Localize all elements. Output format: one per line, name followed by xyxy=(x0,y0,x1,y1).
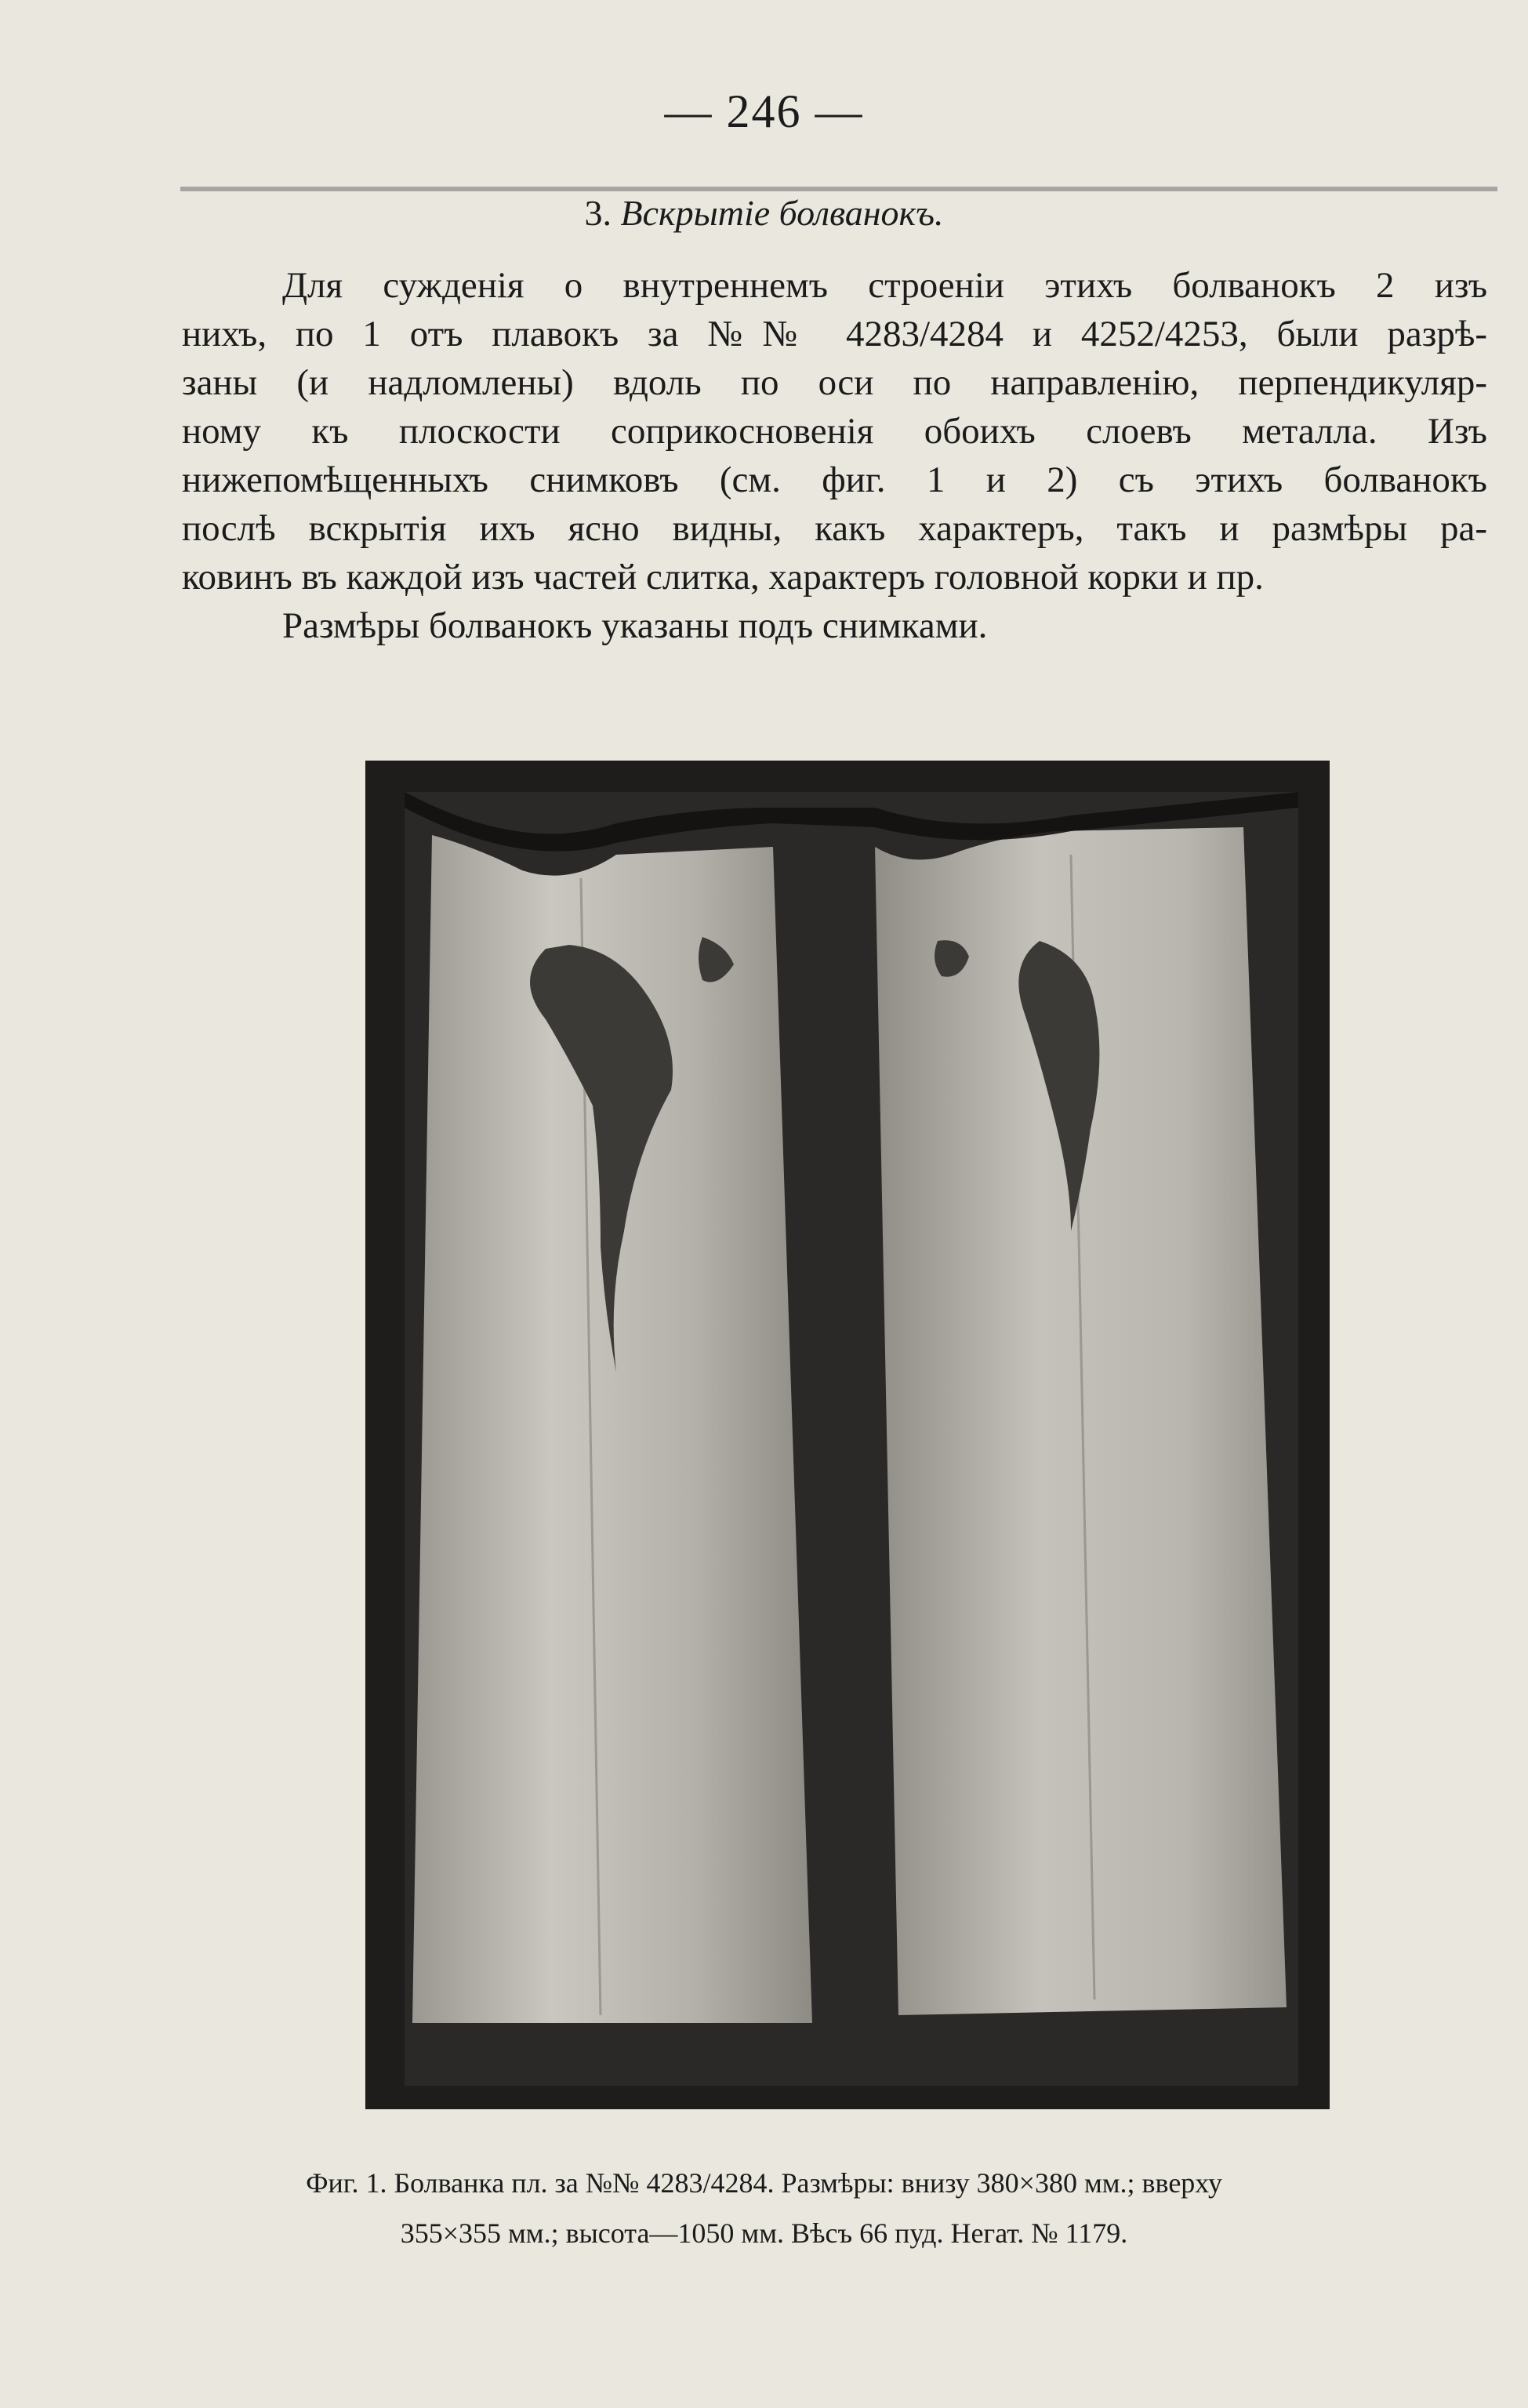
text-line: заны (и надломлены) вдоль по оси по направленію, перпендикуляр- xyxy=(182,362,1487,403)
caption-line: Фиг. 1. Болванка пл. за №№ 4283/4284. Размѣры: внизу 380×380 мм.; вверху xyxy=(306,2167,1222,2199)
text-line: Для сужденія о внутреннемъ строеніи этихъ болванокъ 2 изъ xyxy=(282,265,1487,306)
text-line: ному къ плоскости соприкосновенія обоихъ слоевъ металла. Изъ xyxy=(182,411,1487,452)
section-number: 3. xyxy=(584,193,612,233)
figure-caption xyxy=(0,2158,1528,2258)
text-line: нижепомѣщенныхъ снимковъ (см. фиг. 1 и 2) съ этихъ болванокъ xyxy=(182,459,1487,500)
caption-line: 355×355 мм.; высота—1050 мм. Вѣсъ 66 пуд. Негат. № 1179. xyxy=(400,2217,1128,2249)
text-line: нихъ, по 1 отъ плавокъ за №№ 4283/4284 и 4252/4253, были разрѣ- xyxy=(182,314,1487,354)
section-heading xyxy=(0,192,1528,234)
figure-photo xyxy=(365,761,1330,2109)
text-line: ковинъ въ каждой изъ частей слитка, характеръ головной корки и пр. xyxy=(182,557,1264,597)
text-line: послѣ вскрытія ихъ ясно видны, какъ характеръ, такъ и размѣры ра- xyxy=(182,508,1487,549)
ingot-photo-illustration xyxy=(365,761,1330,2109)
page-number: — 246 — xyxy=(664,85,864,137)
section-title: Вскрытіе болванокъ. xyxy=(620,193,944,233)
body-paragraph xyxy=(182,261,1487,650)
header-rule xyxy=(180,187,1497,191)
text-line: Размѣры болванокъ указаны подъ снимками. xyxy=(282,605,988,646)
